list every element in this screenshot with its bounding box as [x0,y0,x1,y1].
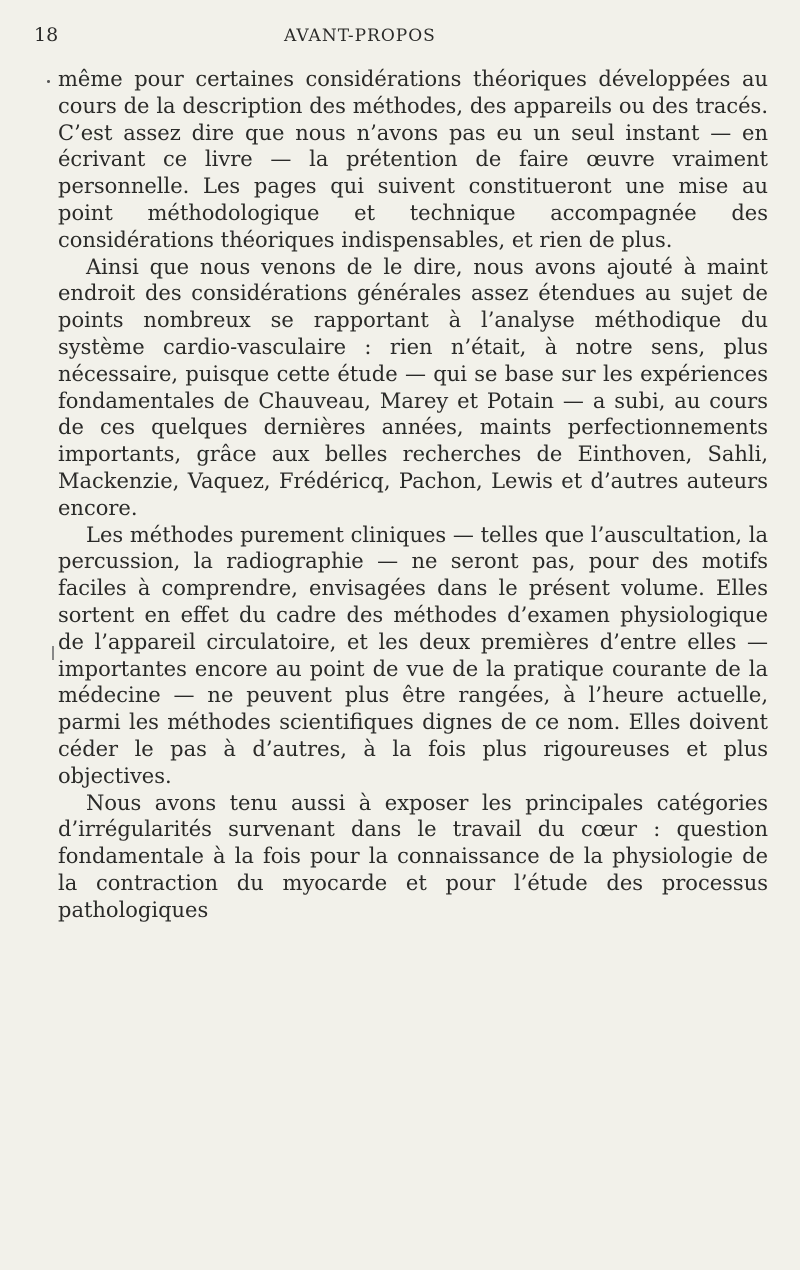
margin-tick [52,646,54,660]
paragraph-4: Nous avons tenu aussi à exposer les principales catégories d’irrégularités survenant dans le travail du cœur : question fondamentale à la fois pour la connaissance de la physiologie de la contraction du myocarde et pour l’étude des processus pathologiques [58,790,768,922]
paragraph-3: Les méthodes purement cliniques — telles que l’auscultation, la percussion, la radiographie — ne seront pas, pour des motifs faciles à comprendre, envisagées dans le présent volume. Elles sortent en effet du cadre des méthodes d’examen physiologique de l’appareil circulatoire, et les deux premières d’entre elles — importantes encore au point de vue de la pratique courante de la médecine — ne peuvent plus être rangées, à l’heure actuelle, parmi les méthodes scientifiques dignes de ce nom. Elles doivent céder le pas à d’autres, à la fois plus rigoureuses et plus objectives. [58,522,768,788]
page-number: 18 [34,24,59,46]
paragraph-1: même pour certaines considérations théoriques développées au cours de la description des méthodes, des appareils ou des tracés. C’est assez dire que nous n’avons pas eu un seul instant — en écrivant ce livre — la prétention de faire œuvre vraiment personnelle. Les pages qui suivent constitueront une mise au point méthodologique et technique accompagnée des considérations théoriques indispensables, et rien de plus. [58,67,768,252]
page-body [58,66,768,924]
margin-dot [47,80,50,83]
running-head: AVANT-PROPOS [284,26,436,46]
paragraph-2: Ainsi que nous venons de le dire, nous avons ajouté à maint endroit des considérations générales assez étendues au sujet de points nombreux se rapportant à l’analyse méthodique du système cardio-vasculaire : rien n’était, à notre sens, plus nécessaire, puisque cette étude — qui se base sur les expériences fondamentales de Chauveau, Marey et Potain — a subi, au cours de ces quelques dernières années, maints perfectionnements importants, grâce aux belles recherches de Einthoven, Sahli, Mackenzie, Vaquez, Frédéricq, Pachon, Lewis et d’autres auteurs encore. [58,254,768,520]
page-header [0,24,800,64]
